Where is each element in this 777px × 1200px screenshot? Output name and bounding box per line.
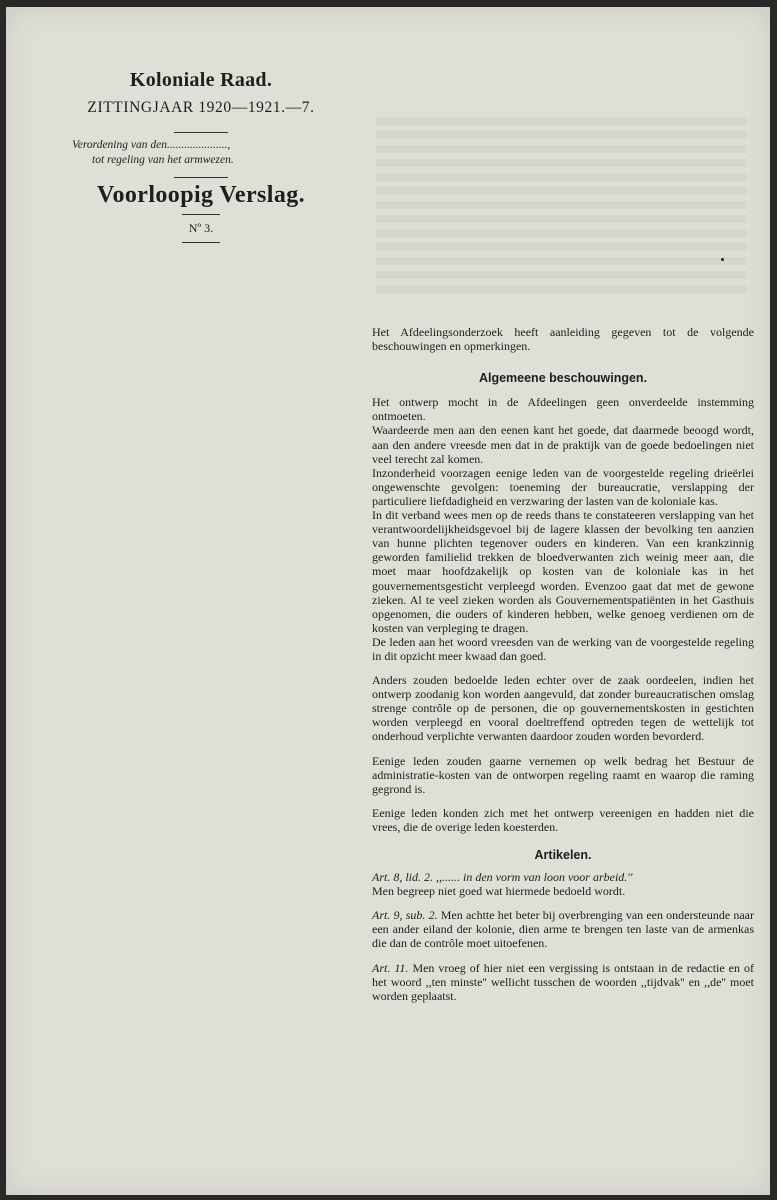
ordinance-line-2: tot regeling van het armwezen.: [92, 154, 234, 166]
ordinance-caption: [72, 138, 342, 168]
section-heading-articles: Artikelen.: [534, 848, 592, 862]
intro-paragraph: Het Afdeelingsonderzoek heeft aanleiding gegeven tot de volgende beschouwingen en opmerkingen.: [372, 325, 754, 354]
report-body: [372, 325, 754, 1003]
article-8-text: Men begreep niet goed wat hiermede bedoeld wordt.: [372, 884, 626, 899]
section-heading-general: Algemeene beschouwingen.: [478, 371, 648, 386]
article-11-text: Men vroeg of hier niet een vergissing is ontstaan in de redactie en of het woord ,,ten minste'' wellicht tusschen de woorden ,,tijdvak'' en ,,de'' moet worden geplaatst.: [372, 960, 754, 1003]
ordinance-line-1: Verordening van den.....................,: [72, 139, 231, 151]
paragraph: Anders zouden bedoelde leden echter over de zaak oordeelen, indien het ontwerp zoodanig kon worden aangevuld, dat zonder bureaucratischen omslag strenge contrôle op de personen, die op gouvernementskosten in gestichten worden verpleegd en vooral doeltreffend optreden tegen de wettelijk tot onderhoud verplichte verwanten daardoor zouden worden bevorderd.: [372, 673, 754, 744]
article-8-reference: Art. 8, lid. 2. ,,...... in den vorm van loon voor arbeid.'': [372, 870, 633, 885]
article-9-paragraph: [372, 908, 754, 950]
session-year: ZITTINGJAAR 1920—1921.—7.: [87, 99, 315, 116]
document-number: Nº 3.: [188, 221, 214, 235]
article-9-text: Men achtte het beter bij overbrenging van een ondersteunde naar een ander eiland der kolonie, dien arme te brengen ten laste van de armenkas die dan de contrôle moet uitoefenen.: [372, 908, 754, 951]
divider: [174, 177, 228, 178]
article-9-reference: Art. 9, sub. 2.: [372, 908, 438, 923]
article-11-reference: Art. 11.: [372, 960, 409, 975]
article-11-paragraph: [372, 961, 754, 1003]
divider: [182, 242, 220, 243]
paragraph: Waardeerde men aan den eenen kant het goede, dat daarmede beoogd wordt, aan den andere vreesde men dat in de praktijk van de goede bedoelingen niet veel terecht zal komen.: [372, 423, 754, 466]
council-name: Koloniale Raad.: [129, 69, 273, 91]
paragraph: Eenige leden zouden gaarne vernemen op welk bedrag het Bestuur de administratie-kosten van de ontworpen regeling raamt en waarop die raming gegrond is.: [372, 753, 754, 796]
document-title: Voorloopig Verslag.: [96, 182, 306, 208]
paragraph: De leden aan het woord vreesden van de werking van de voorgestelde regeling in dit opzicht meer kwaad dan goed.: [372, 634, 754, 663]
document-page: [6, 7, 770, 1195]
paragraph: Het ontwerp mocht in de Afdeelingen geen onverdeelde instemming ontmoeten.: [372, 395, 754, 424]
paragraph: In dit verband wees men op de reeds thans te constateeren verslapping van het verantwoordelijkheidsgevoel bij de lagere klassen der bevolking ten aanzien van hunne plichten tegenover ouders en kinderen. Van een krankzinnig geworden familielid trekken de bloedverwanten zich weinig meer aan, die moet maar hoofdzakelijk op kosten van de koloniale kas in het gouvernementsgesticht verpleegd worden. Evenzoo gaat dat met de gewone zieken. Al te veel zieken worden als Gouvernementspatiënten in het Gasthuis opgenomen, die ouders of kinderen hebben, welke genoeg verdienen om de kosten van verpleging te dragen.: [372, 508, 754, 635]
paragraph: Inzonderheid voorzagen eenige leden van de voorgestelde regeling drieërlei ongewenschte gevolgen: toeneming der bureaucratie, verslapping der particuliere liefdadigheid en verzwaring der lasten van de koloniale kas.: [372, 465, 754, 508]
divider: [174, 132, 228, 133]
show-through-texture: [376, 117, 746, 297]
divider: [182, 214, 220, 215]
paragraph: Eenige leden konden zich met het ontwerp vereenigen en hadden niet die vrees, die de overige leden koesterden.: [372, 805, 754, 834]
ink-speck: [721, 258, 724, 261]
